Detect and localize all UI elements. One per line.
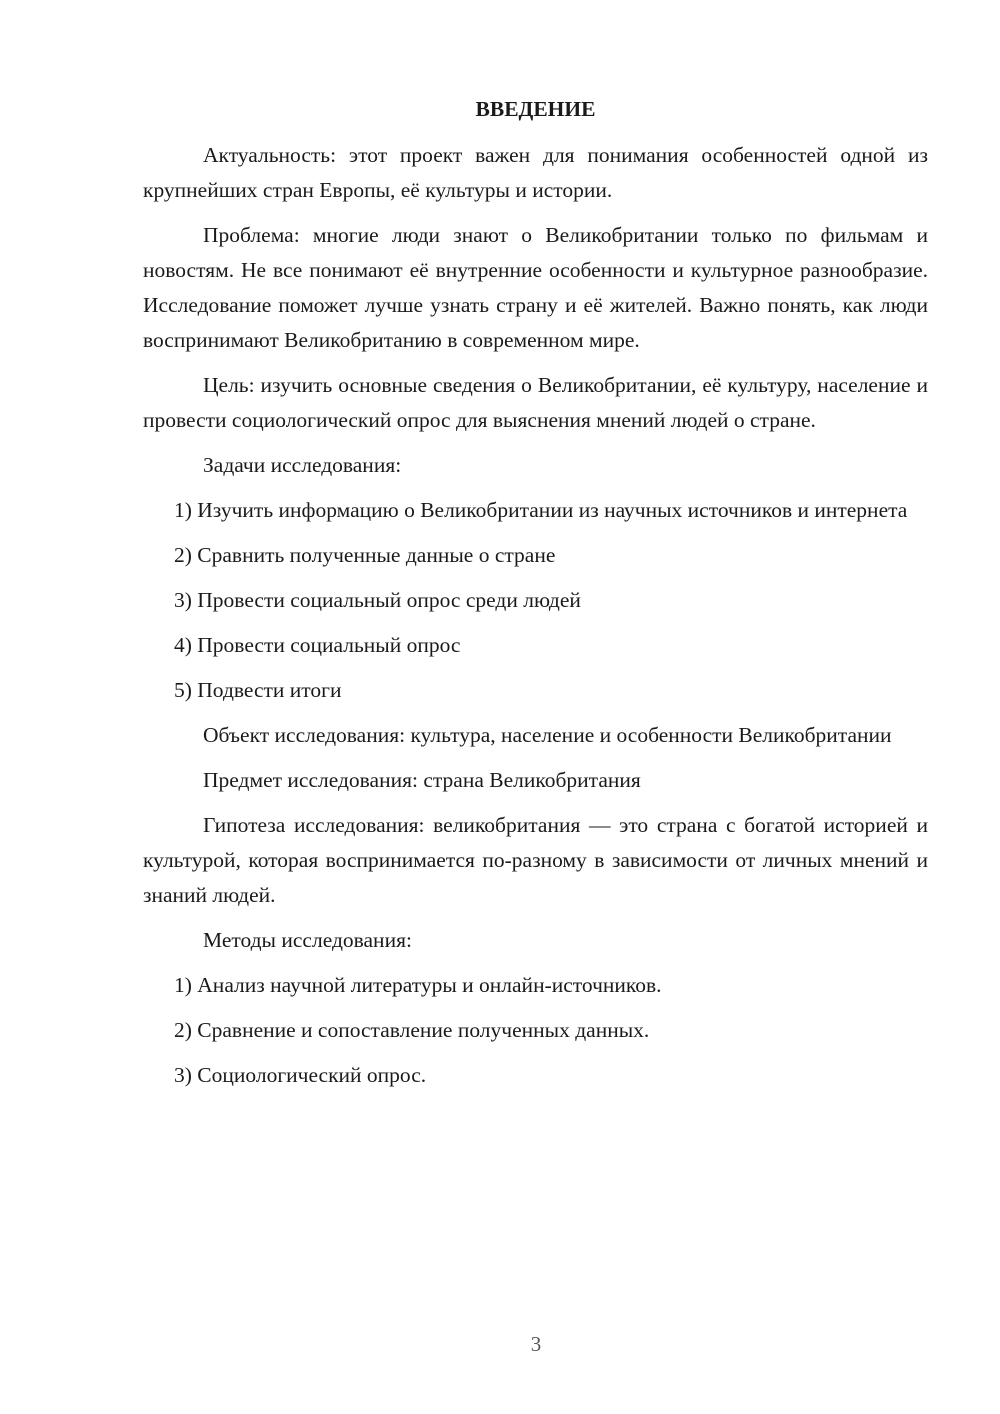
tasks-list xyxy=(143,493,928,708)
methods-list xyxy=(143,968,928,1093)
method-item: 2) Сравнение и сопоставление полученных данных. xyxy=(174,1018,650,1042)
section-title: ВВЕДЕНИЕ xyxy=(475,97,596,121)
task-item: 3) Провести социальный опрос среди людей xyxy=(174,588,581,612)
method-item: 3) Социологический опрос. xyxy=(174,1063,427,1087)
hypothesis-paragraph: Гипотеза исследования: великобритания — это страна с богатой историей и культурой, которая воспринимается по-разному в зависимости от личных мнений и знаний людей. xyxy=(143,813,928,907)
relevance-paragraph: Актуальность: этот проект важен для понимания особенностей одной из крупнейших стран Европы, её культуры и истории. xyxy=(143,143,928,202)
task-item: 5) Подвести итоги xyxy=(174,678,342,702)
task-item: 4) Провести социальный опрос xyxy=(174,633,461,657)
subject-paragraph: Предмет исследования: страна Великобритания xyxy=(203,768,641,792)
task-item: 1) Изучить информацию о Великобритании из научных источников и интернета xyxy=(174,498,908,522)
method-item: 1) Анализ научной литературы и онлайн-источников. xyxy=(174,973,662,997)
methods-heading: Методы исследования: xyxy=(203,928,412,952)
object-paragraph: Объект исследования: культура, население и особенности Великобритании xyxy=(203,723,892,747)
page-number: 3 xyxy=(530,1332,542,1356)
task-item: 2) Сравнить полученные данные о стране xyxy=(174,543,556,567)
goal-paragraph: Цель: изучить основные сведения о Великобритании, её культуру, население и провести социологический опрос для выяснения мнений людей о стране. xyxy=(143,373,928,432)
problem-paragraph: Проблема: многие люди знают о Великобритании только по фильмам и новостям. Не все понимают её внутренние особенности и культурное разнообразие. Исследование поможет лучше узнать страну и её жителей. Важно понять, как люди воспринимают Великобританию в современном мире. xyxy=(143,223,928,352)
document-page xyxy=(143,92,928,1103)
tasks-heading: Задачи исследования: xyxy=(203,453,402,477)
